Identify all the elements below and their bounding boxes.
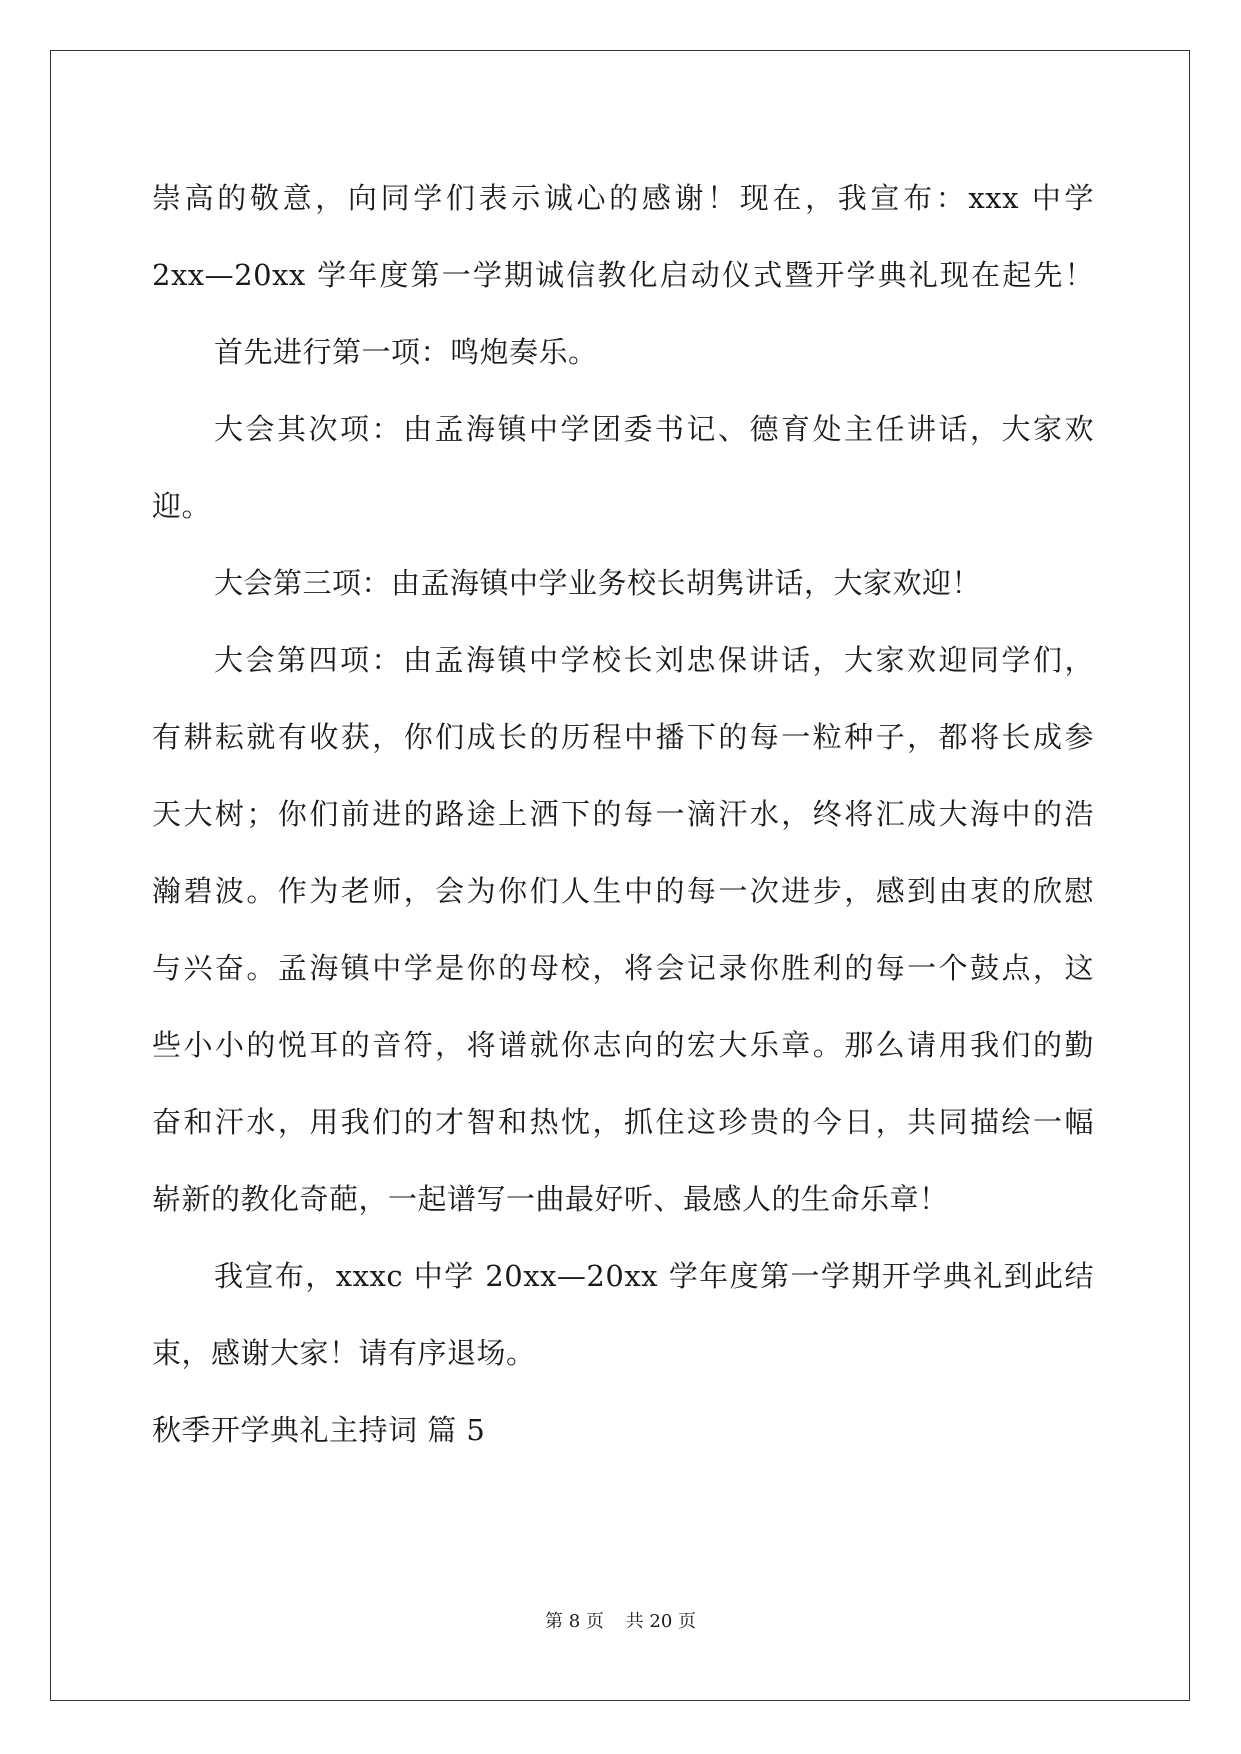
text-line: 首先进行第一项：鸣炮奏乐。 [214,335,598,369]
text-line: 有耕耘就有收获，你们成长的历程中播下的每一粒种子，都将长成参 [152,720,1094,754]
text-line: 大会第四项：由孟海镇中学校长刘忠保讲话，大家欢迎同学们， [214,643,1094,677]
page-footer [0,1607,1241,1633]
text-line: 迎。 [152,489,212,523]
text-line: 与兴奋。孟海镇中学是你的母校，将会记录你胜利的每一个鼓点，这 [152,951,1094,985]
text-line: 崇高的敬意，向同学们表示诚心的感谢！现在，我宣布：xxx 中学 [152,181,1094,215]
text-line: 瀚碧波。作为老师，会为你们人生中的每一次进步，感到由衷的欣慰 [152,874,1094,908]
text-line: 大会其次项：由孟海镇中学团委书记、德育处主任讲话，大家欢 [214,412,1094,446]
text-line: 束，感谢大家！请有序退场。 [152,1336,536,1370]
text-line: 些小小的悦耳的音符，将谱就你志向的宏大乐章。那么请用我们的勤 [152,1028,1094,1062]
text-line: 2xx—20xx 学年度第一学期诚信教化启动仪式暨开学典礼现在起先！ [152,258,1094,292]
text-line: 奋和汗水，用我们的才智和热忱，抓住这珍贵的今日，共同描绘一幅 [152,1105,1094,1139]
section-heading: 秋季开学典礼主持词 篇 5 [152,1413,486,1447]
text-line: 崭新的教化奇葩，一起谱写一曲最好听、最感人的生命乐章！ [152,1182,949,1216]
page-number: 第 8 页 [545,1611,604,1632]
page-total: 共 20 页 [625,1611,696,1632]
text-line: 天大树；你们前进的路途上洒下的每一滴汗水，终将汇成大海中的浩 [152,797,1094,831]
text-line: 我宣布，xxxc 中学 20xx—20xx 学年度第一学期开学典礼到此结 [214,1259,1094,1293]
document-body [152,160,1094,1469]
text-line: 大会第三项：由孟海镇中学业务校长胡隽讲话，大家欢迎！ [214,566,982,600]
